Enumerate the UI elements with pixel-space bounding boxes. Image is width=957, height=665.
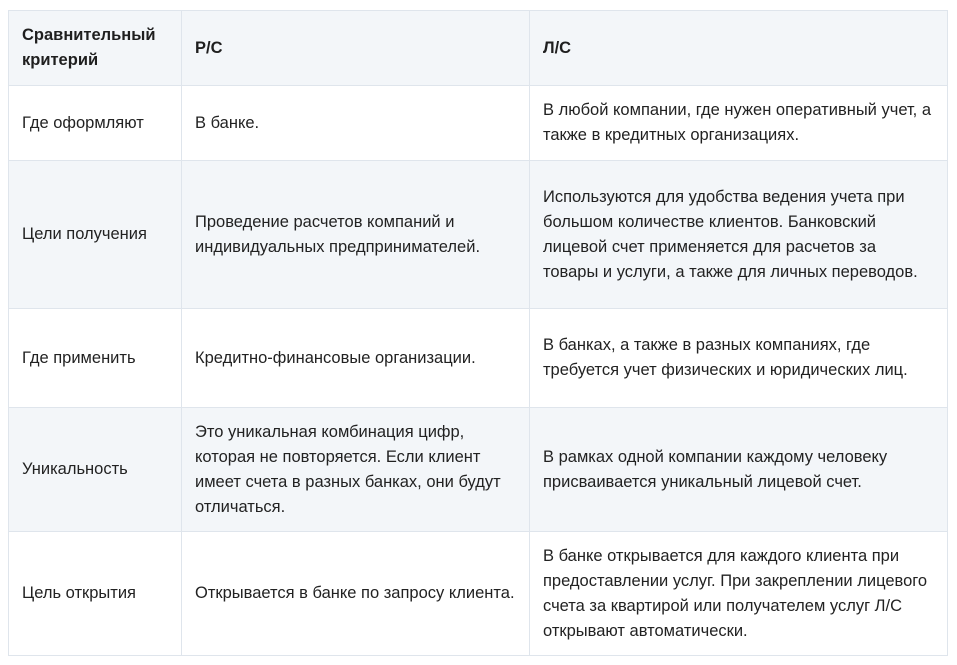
table-row <box>9 161 948 309</box>
row-rs-value: Кредитно-финансовые организации. <box>182 309 530 408</box>
row-criterion: Цель открытия <box>9 532 182 656</box>
row-ls-value: В любой компании, где нужен оперативный учет, а также в кредитных организациях. <box>530 86 948 161</box>
header-rs: Р/С <box>182 11 530 86</box>
header-ls: Л/С <box>530 11 948 86</box>
table-row <box>9 309 948 408</box>
row-ls-value: В банке открывается для каждого клиента при предоставлении услуг. При закреплении лицевого счета за квартирой или получателем услуг Л/С открывают автоматически. <box>530 532 948 656</box>
row-rs-value: В банке. <box>182 86 530 161</box>
header-criterion: Сравнительный критерий <box>9 11 182 86</box>
row-rs-value: Проведение расчетов компаний и индивидуальных предпринимателей. <box>182 161 530 309</box>
row-ls-value: В рамках одной компании каждому человеку присваивается уникальный лицевой счет. <box>530 408 948 532</box>
row-rs-value: Открывается в банке по запросу клиента. <box>182 532 530 656</box>
row-criterion: Цели получения <box>9 161 182 309</box>
row-ls-value: Используются для удобства ведения учета при большом количестве клиентов. Банковский лицевой счет применяется для расчетов за товары и услуги, а также для личных переводов. <box>530 161 948 309</box>
table-row <box>9 408 948 532</box>
row-criterion: Где оформляют <box>9 86 182 161</box>
table-header-row <box>9 11 948 86</box>
table-row <box>9 86 948 161</box>
row-ls-value: В банках, а также в разных компаниях, где требуется учет физических и юридических лиц. <box>530 309 948 408</box>
comparison-table <box>8 10 948 656</box>
row-rs-value: Это уникальная комбинация цифр, которая не повторяется. Если клиент имеет счета в разных банках, они будут отличаться. <box>182 408 530 532</box>
row-criterion: Где применить <box>9 309 182 408</box>
row-criterion: Уникальность <box>9 408 182 532</box>
table-row <box>9 532 948 656</box>
